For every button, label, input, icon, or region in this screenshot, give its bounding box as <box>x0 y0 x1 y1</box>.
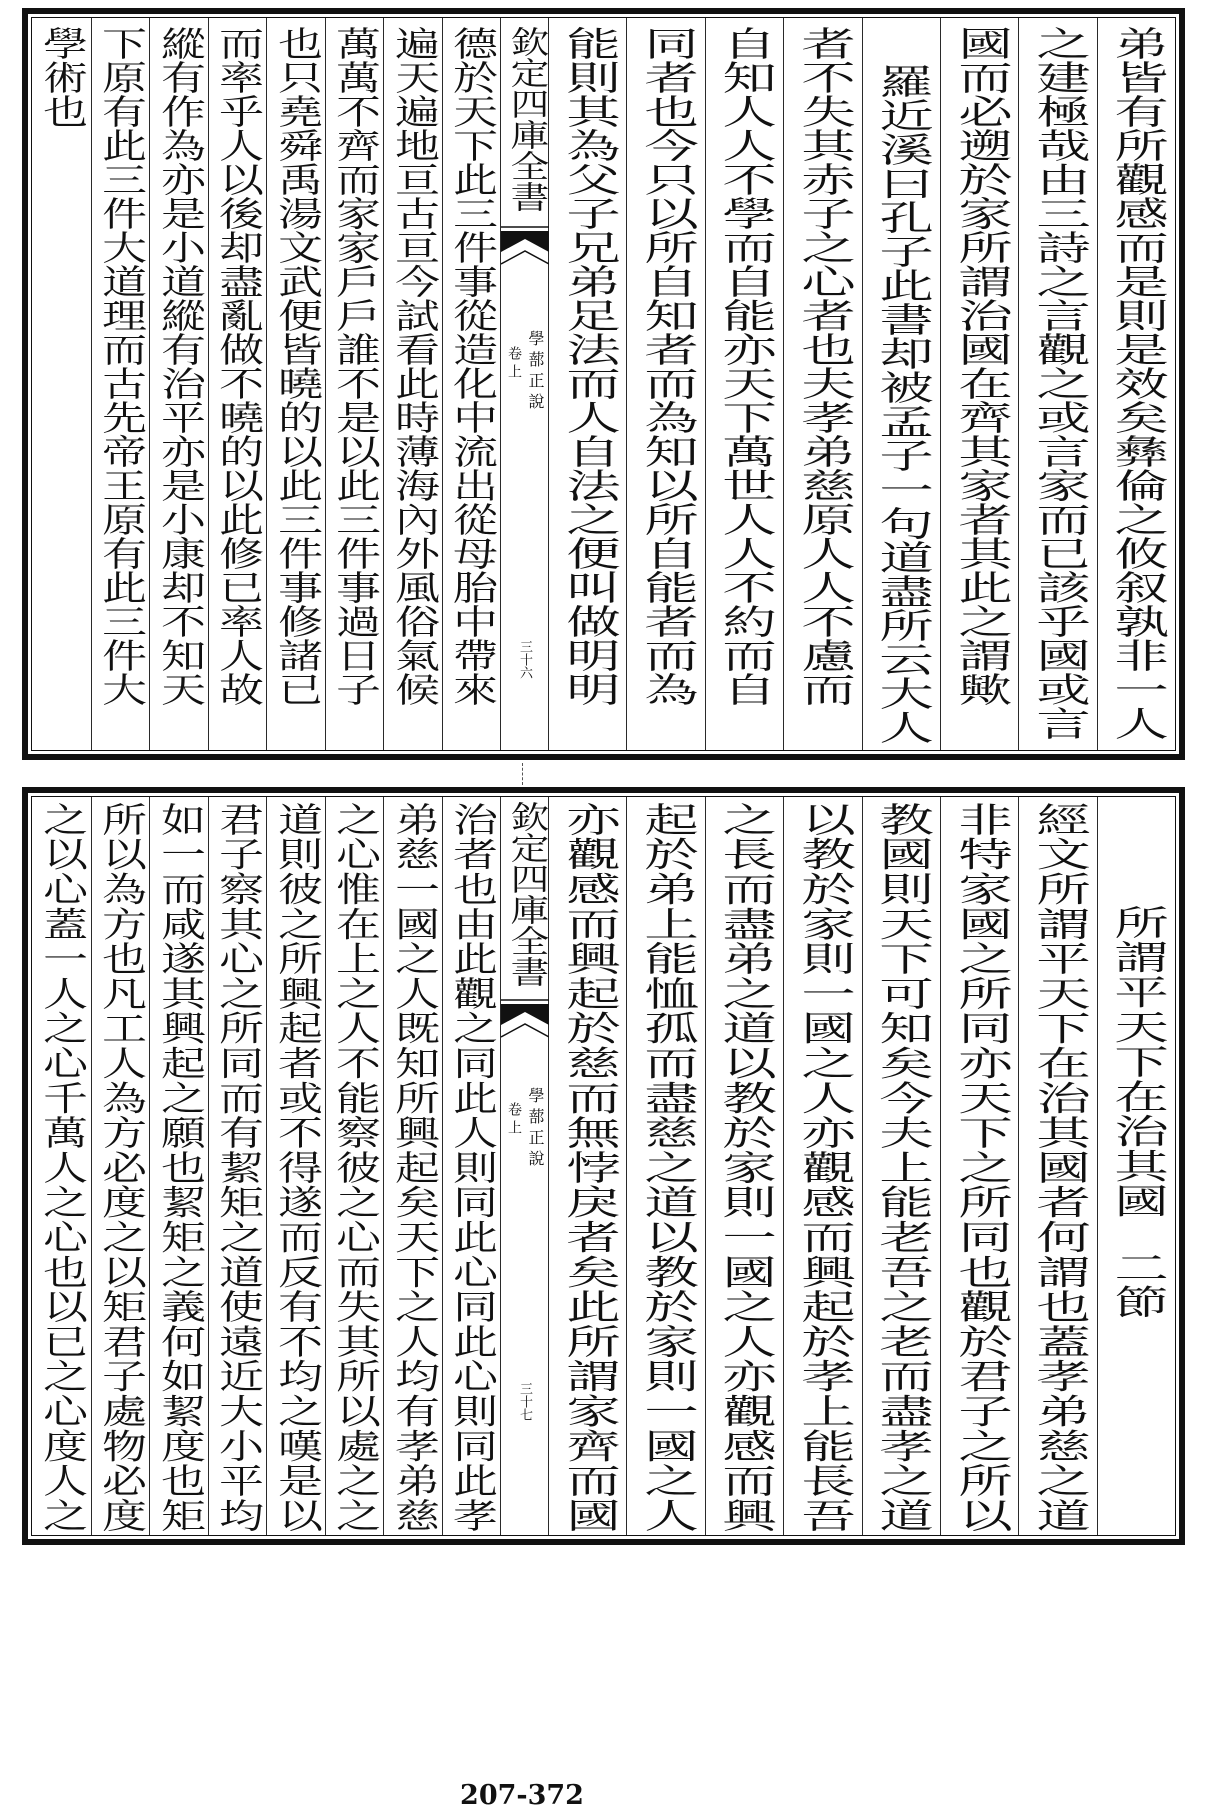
text-column <box>626 18 704 750</box>
column-text: 道則彼之所興起者或不得遂而反有不均之嘆是以 <box>269 802 323 1533</box>
column-text: 所以為方也凡工人為方必度之以矩君子處物必度 <box>93 802 147 1533</box>
column-text: 萬萬不齊而家家戶戶誰不是以此三件事過日子 <box>327 26 381 706</box>
fishtail-mark-icon <box>501 997 549 1057</box>
column-text: 經文所謂平天下在治其國者何謂也蓋孝弟慈之道 <box>1025 802 1090 1533</box>
text-column <box>548 797 626 1535</box>
collection-title: 欽定四庫全書 <box>502 26 548 212</box>
text-column <box>208 797 267 1535</box>
text-column <box>149 18 208 750</box>
column-text: 之長而盡弟之道以教於家則一國之人亦觀感而興 <box>712 802 777 1533</box>
fold-margin <box>500 18 548 750</box>
fold-margin <box>500 797 548 1535</box>
section-heading-column <box>1097 797 1175 1535</box>
text-column <box>325 18 384 750</box>
text-column <box>442 18 501 750</box>
column-text: 下原有此三件大道理而古先帝王原有此三件大 <box>93 26 147 706</box>
text-column <box>149 797 208 1535</box>
text-column <box>705 797 783 1535</box>
column-text: 國而必遡於家所謂治國在齊其家者其此之謂歟 <box>947 26 1012 706</box>
column-text: 遍天遍地亘古亘今試看此時薄海內外風俗氣候 <box>386 26 440 706</box>
text-column <box>32 797 91 1535</box>
top-page-columns <box>31 17 1176 751</box>
column-text: 縱有作為亦是小道縱有治平亦是小康却不知天 <box>152 26 206 706</box>
column-text: 以教於家則一國之人亦觀感而興起於孝上能長吾 <box>790 802 855 1533</box>
text-column <box>383 797 442 1535</box>
column-text: 弟皆有所觀感而是則是效矣彝倫之攸叙孰非一人 <box>1104 26 1169 740</box>
column-text: 而率乎人以後却盡亂做不曉的以此修已率人故 <box>210 26 264 706</box>
column-text: 教國則天下可知矣今夫上能老吾之老而盡孝之道 <box>869 802 934 1533</box>
page-number: 三十七 <box>517 1382 532 1421</box>
column-text: 也只堯舜禹湯文武便皆曉的以此三件事修諸已 <box>269 26 323 706</box>
column-text: 如一而咸遂其興起之願也絜矩之義何如絜度也矩 <box>152 802 206 1533</box>
column-text: 者不失其赤子之心者也夫孝弟慈原人人不慮而 <box>790 26 855 706</box>
column-text: 自知人人不學而自能亦天下萬世人人不約而自 <box>712 26 777 706</box>
page-number: 三十六 <box>517 640 532 679</box>
text-column <box>940 18 1018 750</box>
column-text: 非特家國之所同亦天下之所同也觀於君子之所以 <box>947 802 1012 1533</box>
text-column <box>783 797 861 1535</box>
text-column <box>325 797 384 1535</box>
page-reference: 207-372 <box>460 1780 584 1811</box>
book-title: 學蔀正說 <box>526 330 545 414</box>
column-text: 之以心蓋一人之心千萬人之心也以已之心度人之 <box>34 802 88 1533</box>
column-text: 同者也今只以所自知者而為知以所自能者而為 <box>634 26 699 706</box>
section-label: 二節 <box>1104 1250 1169 1320</box>
text-column <box>626 797 704 1535</box>
text-column <box>266 797 325 1535</box>
fishtail-mark-icon <box>501 224 549 284</box>
text-column <box>1018 18 1096 750</box>
column-text: 德於天下此三件事從造化中流出從母胎中帶來 <box>444 26 498 706</box>
text-column <box>266 18 325 750</box>
bottom-page-columns <box>31 796 1176 1536</box>
text-column <box>91 797 150 1535</box>
text-column <box>862 18 940 750</box>
bottom-page-frame <box>22 787 1185 1545</box>
column-text: 君子察其心之所同而有絜矩之道使遠近大小平均 <box>210 802 264 1533</box>
book-title: 學蔀正說 <box>526 1087 545 1171</box>
column-text: 羅近溪曰孔子此書却被孟子一句道盡所云大人 <box>869 64 934 744</box>
section-heading: 所謂平天下在治其國 <box>1104 905 1169 1219</box>
text-column <box>548 18 626 750</box>
fold-guide-mark <box>522 763 523 785</box>
column-text: 學術也 <box>34 26 88 128</box>
text-column <box>1018 797 1096 1535</box>
text-column <box>383 18 442 750</box>
column-text: 之建極哉由三詩之言觀之或言家而已該乎國或言 <box>1025 26 1090 740</box>
text-column <box>783 18 861 750</box>
text-column <box>208 18 267 750</box>
volume-label: 卷上 <box>506 1102 522 1138</box>
column-text: 能則其為父子兄弟足法而人自法之便叫做明明 <box>555 26 620 706</box>
column-text: 治者也由此觀之同此人則同此心同此心則同此孝 <box>444 802 498 1533</box>
text-column <box>1097 18 1175 750</box>
text-column <box>91 18 150 750</box>
column-text: 弟慈一國之人既知所興起矣天下之人均有孝弟慈 <box>386 802 440 1533</box>
text-column <box>940 797 1018 1535</box>
collection-title: 欽定四庫全書 <box>502 801 548 987</box>
text-column <box>442 797 501 1535</box>
column-text: 亦觀感而興起於慈而無悖戾者矣此所謂家齊而國 <box>555 802 620 1533</box>
text-column <box>862 797 940 1535</box>
text-column <box>705 18 783 750</box>
column-text: 起於弟上能恤孤而盡慈之道以教於家則一國之人 <box>634 802 699 1533</box>
volume-label: 卷上 <box>506 346 522 382</box>
top-page-frame <box>22 8 1185 760</box>
text-column <box>32 18 91 750</box>
column-text: 之心惟在上之人不能察彼之心而失其所以處之之 <box>327 802 381 1533</box>
